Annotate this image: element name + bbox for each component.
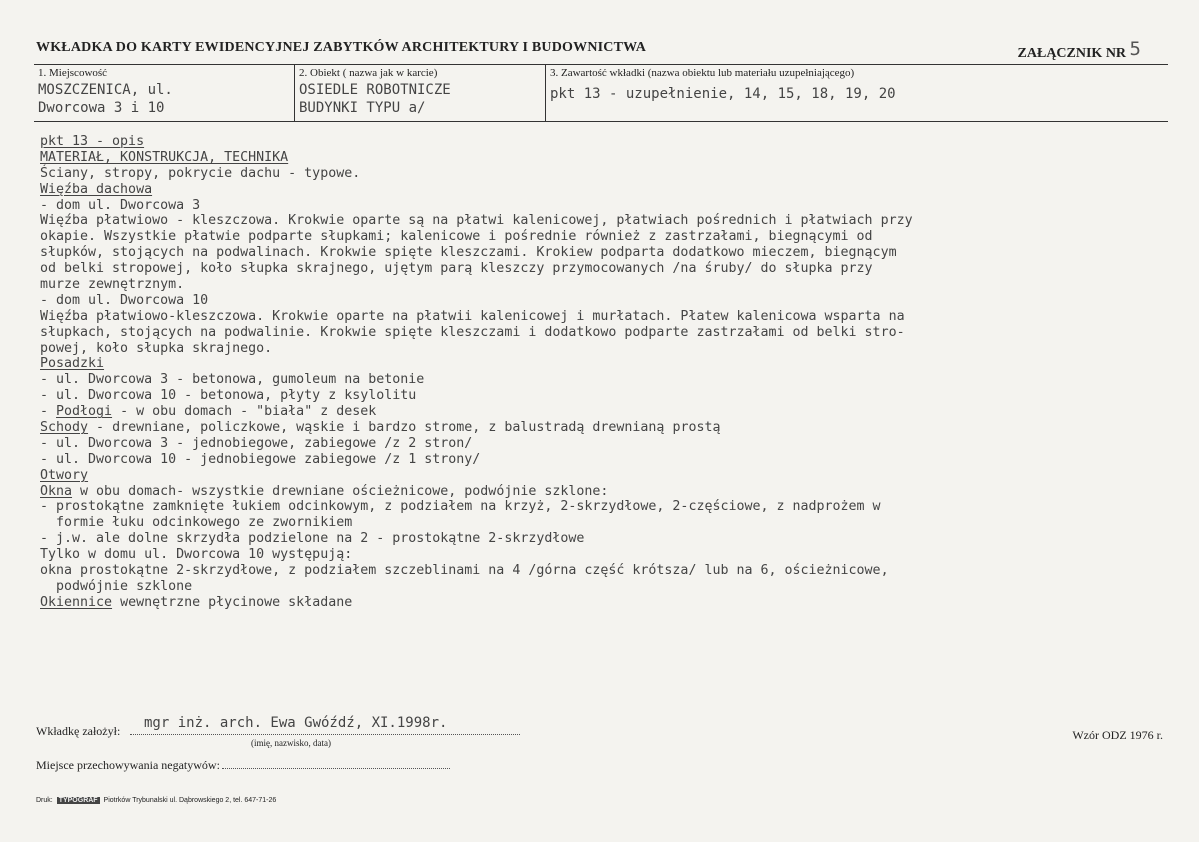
- print-details: Piotrków Trybunalski ul. Dąbrowskiego 2, tel. 647-71-26: [103, 797, 277, 804]
- description-line: [40, 356, 1160, 372]
- description-line: [40, 404, 1160, 420]
- description-line: [40, 245, 1160, 261]
- content-field: [546, 65, 1166, 121]
- attachment-number: 5: [1129, 38, 1141, 60]
- description-line: [40, 134, 1160, 150]
- description-text: Tylko w domu ul. Dworcowa 10 występują:: [40, 547, 353, 563]
- attachment-label: [1018, 40, 1141, 62]
- description-line: [40, 436, 1160, 452]
- description-line: [40, 277, 1160, 293]
- author-line: [36, 715, 448, 748]
- attachment-label-text: ZAŁĄCZNIK NR: [1017, 46, 1127, 61]
- locality-label: 1. Miejscowość: [38, 67, 108, 79]
- description-text: - ul. Dworcowa 3 - jednobiegowe, zabiegowe /z 2 stron/: [40, 435, 473, 451]
- card-title: WKŁADKA DO KARTY EWIDENCYJNEJ ZABYTKÓW ARCHITEKTURY I BUDOWNICTWA: [36, 40, 647, 55]
- form-pattern: Wzór ODZ 1976 r.: [1072, 728, 1163, 742]
- description-line: [40, 213, 1160, 229]
- description-text: - prostokątne zamknięte łukiem odcinkowym, z podziałem na krzyż, 2-skrzydłowe, 2-częściowe, z nadprożem w: [40, 499, 881, 515]
- description-text: formie łuku odcinkowego ze zwornikiem: [40, 515, 353, 531]
- description-text: okna prostokątne 2-skrzydłowe, z podziałem szczeblinami na 4 /górna część krótsza/ lub na 6, ościeżnicowe,: [40, 563, 889, 579]
- description-line: [40, 420, 1160, 436]
- description-line: [40, 341, 1160, 357]
- description-line: [40, 499, 1160, 515]
- author-hint: (imię, nazwisko, data): [251, 738, 331, 748]
- section-heading: Okna: [40, 483, 73, 499]
- description-text: Ściany, stropy, pokrycie dachu - typowe.: [40, 165, 361, 181]
- description-line: [40, 309, 1160, 325]
- description-line: [40, 388, 1160, 404]
- author-dotted-line: [130, 734, 520, 735]
- description-text: - ul. Dworcowa 3 - betonowa, gumoleum na betonie: [40, 372, 425, 388]
- section-heading: Okiennice: [40, 594, 113, 610]
- description-text: wewnętrzne płycinowe składane: [112, 594, 353, 610]
- section-heading: Schody: [40, 420, 89, 436]
- negatives-dotted-line: [222, 768, 450, 769]
- description-text: - ul. Dworcowa 10 - betonowa, płyty z ksylolitu: [40, 388, 417, 404]
- description-text: -: [40, 404, 57, 420]
- description-line: [40, 547, 1160, 563]
- description-line: [40, 452, 1160, 468]
- author-value: mgr inż. arch. Ewa Gwóźdź, XI.1998r.: [144, 715, 448, 731]
- description-text: - w obu domach - "biała" z desek: [112, 404, 377, 420]
- description-line: [40, 515, 1160, 531]
- description-line: [40, 166, 1160, 182]
- description-text: murze zewnętrznym.: [40, 277, 185, 293]
- description-line: [40, 579, 1160, 595]
- section-heading: Więźba dachowa: [40, 181, 153, 197]
- description-text: słupkach, stojących na podwalinie. Krokwie spięte kleszczami i dodatkowo podparte zastrzałami od belki stro-: [40, 324, 905, 340]
- description-text: - dom ul. Dworcowa 3: [40, 197, 201, 213]
- negatives-label: Miejsce przechowywania negatywów:: [36, 758, 220, 772]
- section-heading: MATERIAŁ, KONSTRUKCJA, TECHNIKA: [40, 149, 289, 165]
- card-header: [36, 38, 1163, 60]
- description-line: [40, 372, 1160, 388]
- description-text: powej, koło słupka skrajnego.: [40, 340, 273, 356]
- header-fields: [34, 64, 1168, 122]
- negatives-line: [36, 758, 450, 773]
- description-line: [40, 484, 1160, 500]
- description-text: - ul. Dworcowa 10 - jednobiegowe zabiegowe /z 1 strony/: [40, 451, 481, 467]
- object-field: [295, 65, 546, 121]
- object-value: OSIEDLE ROBOTNICZE BUDYNKI TYPU a/: [299, 82, 451, 116]
- description-text: - dom ul. Dworcowa 10: [40, 292, 209, 308]
- description-line: [40, 229, 1160, 245]
- description-line: [40, 468, 1160, 484]
- description-text: Więźba płatwiowo-kleszczowa. Krokwie oparte na płatwii kalenicowej i murłatach. Płatew kalenicowa wsparta na: [40, 308, 905, 324]
- section-heading: Posadzki: [40, 356, 105, 372]
- description-line: [40, 595, 1160, 611]
- description-line: [40, 150, 1160, 166]
- description-text: podwójnie szklone: [40, 578, 193, 594]
- description-text: okapie. Wszystkie płatwie podparte słupkami; kalenicowe i pośrednie również z zastrzałami, biegnącymi od: [40, 229, 873, 245]
- content-value: pkt 13 - uzupełnienie, 14, 15, 18, 19, 20: [550, 86, 896, 102]
- author-label: Wkładkę założył:: [36, 724, 121, 738]
- typed-description: [40, 134, 1160, 611]
- content-label: 3. Zawartość wkładki (nazwa obiektu lub materiału uzupełniającego): [550, 67, 855, 79]
- description-text: od belki stropowej, koło słupka skrajnego, ujętym parą kleszczy przymocowanych /na śruby/ do słupka przy: [40, 261, 873, 277]
- section-heading: Podłogi: [56, 404, 113, 420]
- print-info: [36, 797, 276, 804]
- description-line: [40, 293, 1160, 309]
- locality-value: MOSZCZENICA, ul. Dworcowa 3 i 10: [38, 82, 173, 116]
- locality-field: [34, 65, 295, 121]
- print-prefix: Druk:: [36, 797, 53, 804]
- section-heading: pkt 13 - opis: [40, 134, 145, 149]
- description-line: [40, 261, 1160, 277]
- description-text: - j.w. ale dolne skrzydła podzielone na 2 - prostokątne 2-skrzydłowe: [40, 531, 585, 547]
- description-text: - drewniane, policzkowe, wąskie i bardzo strome, z balustradą drewnianą prostą: [88, 420, 721, 436]
- description-line: [40, 182, 1160, 198]
- description-text: w obu domach- wszystkie drewniane ościeżnicowe, podwójnie szklone:: [72, 483, 609, 499]
- printer-logo: TYPOGRAF: [58, 797, 98, 804]
- section-heading: Otwory: [40, 467, 89, 483]
- description-text: Więźba płatwiowo - kleszczowa. Krokwie oparte są na płatwi kalenicowej, płatwiach pośrednich i płatwiach przy: [40, 213, 913, 229]
- description-text: słupków, stojących na podwalinach. Krokwie spięte kleszczami. Krokiew podparta dodatkowo mieczem, biegnącym: [40, 245, 897, 261]
- description-line: [40, 531, 1160, 547]
- description-line: [40, 198, 1160, 214]
- description-line: [40, 325, 1160, 341]
- description-line: [40, 563, 1160, 579]
- object-label: 2. Obiekt ( nazwa jak w karcie): [299, 67, 438, 79]
